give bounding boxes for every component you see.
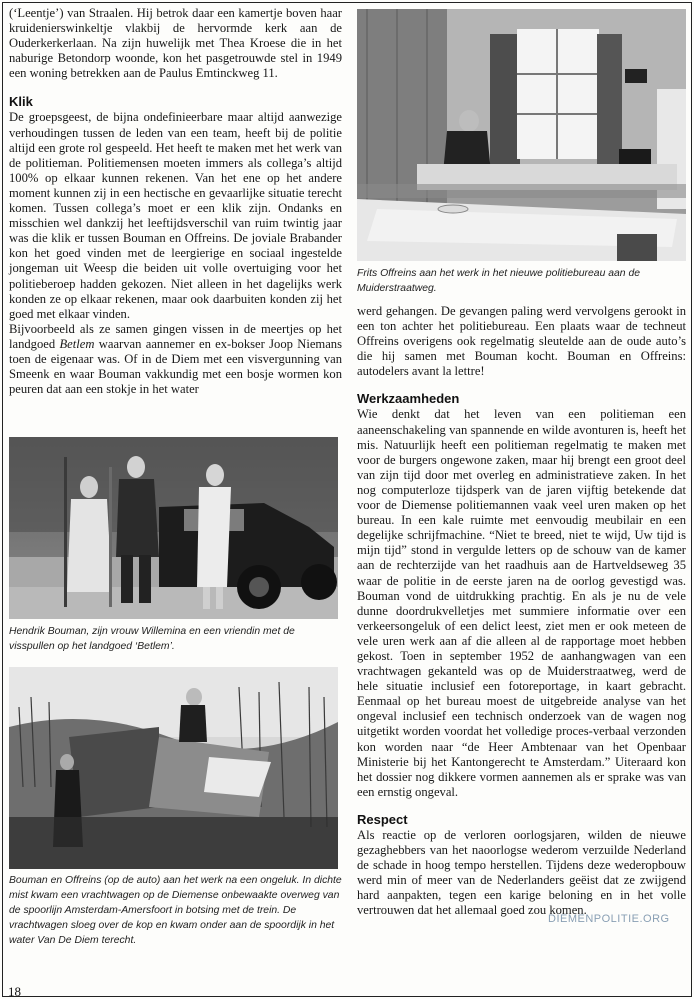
werkzaamheden-paragraph: Wie denkt dat het leven van een politieman een aaneenschakeling van spannende en wilde avonturen is, heeft het mis. Natuurlijk heeft een politieman regelmatig te maken met voor de burgers ongewone zaken, maar hij brengt een groot deel van zijn tijd door met overleg en administratieve zaken. In het nog computerloze tijdsperk van de jaren vijftig betekende dat voor de Diemense politiemannen vaak veel uren maken op het bureau. In een kale ruimte met eenvoudig meubilair en een degelijke schrijfmachine. “Niet te breed, niet te wijd, Uw tijd is mijn tijd” stond in vergulde letters op de schouw van de kamer aan de rechterzijde van het raadhuis aan de Hartveldseweg 35 waar de politie in de eerste jaren na de oorlog gevestigd was. Bouman vond de uitdrukking prachtig. En als je nu de vele dunne doordrukvelletjes met summiere informatie over een verkeersongeluk of een delict leest, ziet men er ook meteen de vele uren werk aan af die alleen al de rapportage moet hebben gekost. Toen in september 1952 de aanhangwagen van een vrachtwagen gekanteld was op de Muiderstraatweg, werd de hele situatie inclusief een fotoreportage, in kaart gebracht. Eenmaal op het bureau moest de uitgebreide analyse van het ongeval inclusief een technisch onderzoek van de wagen nog uitgetikt worden voordat het volledige proces-verbaal verzonden kon worden naar “de Heer Ambtenaar van het Openbaar Ministerie bij het Kantongerecht te Amsterdam.” Uiteraard kon het dossier nog dikkere vormen aannemen als er sprake was van een ernstig ongeval. (357, 407, 686, 799)
page-number: 18 (8, 984, 21, 999)
left-column-top (9, 6, 342, 397)
caption-photo-2: Bouman en Offreins (op de auto) aan het werk na een ongeluk. In dichte mist kwam een vrachtwagen op de Diemense onbewaakte overweg van de spoorlijn Amsterdam-Amersfoort in botsing met de trein. De vrachtwagen sloeg over de kop en kwam onder aan de spoordijk in het water Van De Diem terecht. (9, 875, 342, 946)
heading-werkzaamheden: Werkzaamheden (357, 391, 460, 407)
photo-office-offreins (357, 9, 686, 261)
photo-accident-truck (9, 667, 338, 869)
photo-people-with-car (9, 437, 338, 619)
caption-photo-1: Hendrik Bouman, zijn vrouw Willemina en een vriendin met de visspullen op het landgoed ‘Betlem’. (9, 626, 295, 652)
caption-photo-office: Frits Offreins aan het werk in het nieuwe politiebureau aan de Muiderstraatweg. (357, 268, 641, 294)
heading-klik: Klik (9, 94, 33, 110)
respect-paragraph: Als reactie op de verloren oorlogsjaren, wilden de nieuwe gezaghebbers van het naoorlogse wederom verzuilde Nederland de schade in hoog tempo herstellen. Tijdens deze wederopbouw werd min of meer van de Nederlanders geëist dat ze zwijgend hard aanpakten, tegen een karige beloning en in het volle vertrouwen dat het allemaal goed zou komen. (357, 827, 686, 918)
heading-respect: Respect (357, 811, 408, 827)
right-column-text (357, 304, 686, 918)
watermark: DIEMENPOLITIE.ORG (548, 913, 670, 925)
intro-paragraph: (‘Leentje’) van Straalen. Hij betrok daar een kamertje boven haar kruidenierswinkeltje vlakbij de hervormde kerk aan de Ouderkerkerlaan. Na zijn huwelijk met Thea Kroese die in het naburige Betondorp woonde, kon het pasgetrouwde stel in 1949 een woning betrekken aan de Paulus Emtinckweg 11. (9, 6, 342, 81)
klik-paragraph-2: Bijvoorbeeld als ze samen gingen vissen in de meertjes op het landgoed Betlem waarvan aannemer en ex-bokser Joop Niemans toen de eigenaar was. Of in de Diem met een visvergunning van Smeenk en waar Bouman vakkundig met een bosje wormen kon peuren dat aan een stokje in het water (9, 321, 343, 397)
continuation-paragraph: werd gehangen. De gevangen paling werd vervolgens gerookt in een ton achter het politiebureau. Een plaats waar de techneut Offreins overigens ook regelmatig sleutelde aan de oude auto’s die hij samen met Bouman kocht. Bouman en Offreins: autodelers avant la lettre! (357, 304, 686, 379)
klik-paragraph-1: De groepsgeest, de bijna ondefinieerbare maar altijd aanwezige verhoudingen tussen de leden van een team, heeft bij de politie altijd een grote rol gespeeld. Het heeft te maken met het werk van de politieman. Politiemensen moeten immers als collega’s altijd 100% op elkaar kunnen rekenen. Van het ene op het andere moment kunnen zij in een hectische en gevaarlijke situatie terecht komen. Tussen collega’s moet er een klik zijn. Ondanks en misschien wel dankzij het leeftijdsverschil van ruim twintig jaar was die klik er tussen Bouman en Offreins. De joviale Brabander kon het goed vinden met de leergierige en sociaal ingestelde jongeman uit Weesp die beiden uit volle overtuiging voor het politieberoep hadden gekozen. Niet alleen in het dagelijks werk konden ze op elkaar rekenen, maar ook daarbuiten konden zij het goed met elkaar vinden. (9, 110, 342, 321)
